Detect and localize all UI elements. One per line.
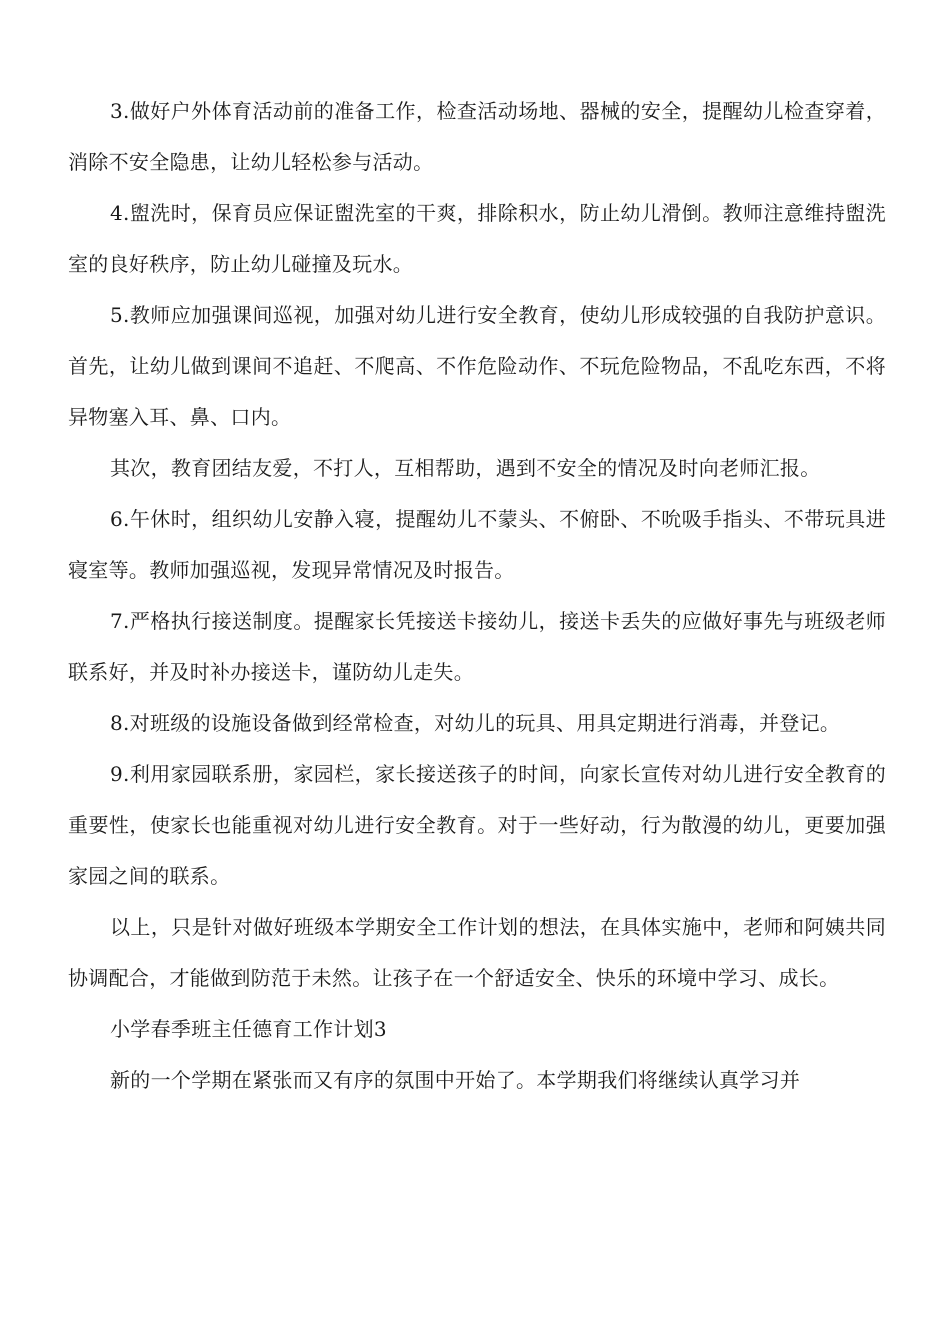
paragraph-item-7: 7.严格执行接送制度。提醒家长凭接送卡接幼儿，接送卡丢失的应做好事先与班级老师联系好，并及时补办接送卡，谨防幼儿走失。 [68,609,886,684]
paragraph-item-6: 6.午休时，组织幼儿安静入寝，提醒幼儿不蒙头、不俯卧、不吮吸手指头、不带玩具进寝室等。教师加强巡视，发现异常情况及时报告。 [68,507,886,582]
paragraph-item-8: 8.对班级的设施设备做到经常检查，对幼儿的玩具、用具定期进行消毒，并登记。 [110,711,841,735]
paragraph-secondly: 其次，教育团结友爱，不打人，互相帮助，遇到不安全的情况及时向老师汇报。 [110,456,821,480]
section-heading: 小学春季班主任德育工作计划3 [110,1017,387,1041]
paragraph-item-4: 4.盥洗时，保育员应保证盥洗室的干爽，排除积水，防止幼儿滑倒。教师注意维持盥洗室的良好秩序，防止幼儿碰撞及玩水。 [68,201,886,276]
paragraph-intro: 新的一个学期在紧张而又有序的氛围中开始了。本学期我们将继续认真学习并 [110,1068,801,1092]
paragraph-conclusion: 以上，只是针对做好班级本学期安全工作计划的想法，在具体实施中，老师和阿姨共同协调配合，才能做到防范于未然。让孩子在一个舒适安全、快乐的环境中学习、成长。 [68,915,886,990]
paragraph-item-5: 5.教师应加强课间巡视，加强对幼儿进行安全教育，使幼儿形成较强的自我防护意识。首先，让幼儿做到课间不追赶、不爬高、不作危险动作、不玩危险物品，不乱吃东西，不将异物塞入耳、鼻、口内。 [68,303,886,429]
paragraph-item-3: 3.做好户外体育活动前的准备工作，检查活动场地、器械的安全，提醒幼儿检查穿着，消除不安全隐患，让幼儿轻松参与活动。 [68,99,886,174]
document-page [68,86,886,1106]
paragraph-item-9: 9.利用家园联系册，家园栏，家长接送孩子的时间，向家长宣传对幼儿进行安全教育的重要性，使家长也能重视对幼儿进行安全教育。对于一些好动，行为散漫的幼儿，更要加强家园之间的联系。 [68,762,886,888]
